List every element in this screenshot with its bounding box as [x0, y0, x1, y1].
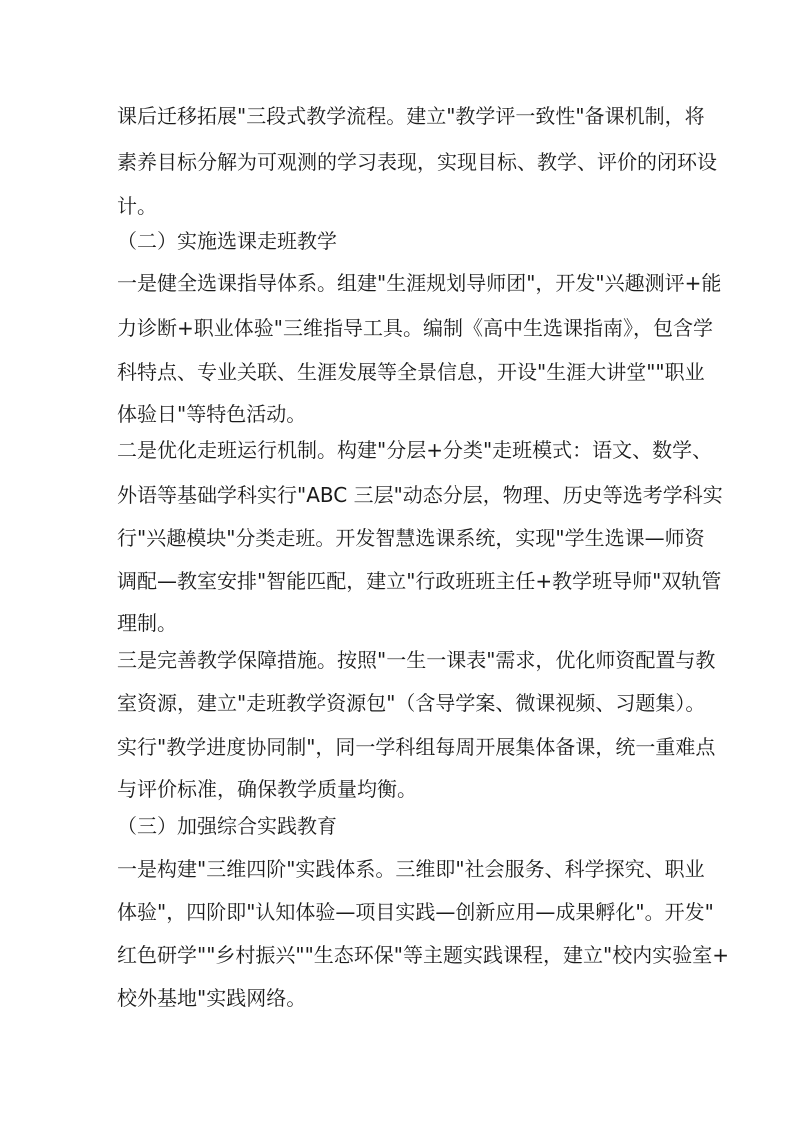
text-line: 一是健全选课指导体系。组建"生涯规划导师团"，开发"兴趣测评+能 — [117, 271, 722, 295]
text-line: 与评价标准，确保教学质量均衡。 — [117, 777, 417, 801]
section-heading: （二）实施选课走班教学 — [117, 229, 337, 253]
text-line: 校外基地"实践网络。 — [117, 986, 307, 1010]
text-line: 课后迁移拓展"三段式教学流程。建立"教学评一致性"备课机制，将 — [117, 104, 705, 128]
text-line: 红色研学""乡村振兴""生态环保"等主题实践课程，建立"校内实验室+ — [117, 943, 729, 967]
text-line: 室资源，建立"走班教学资源包"（含导学案、微课视频、习题集）。 — [117, 691, 706, 715]
text-line: 素养目标分解为可观测的学习表现，实现目标、教学、评价的闭环设 — [117, 150, 717, 174]
text-line: 二是优化走班运行机制。构建"分层+分类"走班模式：语文、数学、 — [117, 438, 713, 462]
text-line: 实行"教学进度协同制"，同一学科组每周开展集体备课，统一重难点 — [117, 735, 716, 759]
text-line: 理制。 — [117, 611, 177, 635]
text-line: 力诊断+职业体验"三维指导工具。编制《高中生选课指南》，包含学 — [117, 316, 713, 340]
section-heading: （三）加强综合实践教育 — [117, 814, 337, 838]
text-line: 体验日"等特色活动。 — [117, 402, 307, 426]
text-line: 行"兴趣模块"分类走班。开发智慧选课系统，实现"学生选课—师资 — [117, 526, 705, 550]
text-line: 三是完善教学保障措施。按照"一生一课表"需求，优化师资配置与教 — [117, 648, 716, 672]
text-line: 科特点、专业关联、生涯发展等全景信息，开设"生涯大讲堂""职业 — [117, 360, 705, 384]
text-line: 体验"，四阶即"认知体验—项目实践—创新应用—成果孵化"。开发" — [117, 900, 714, 924]
text-line: 计。 — [117, 194, 157, 218]
text-line: 调配—教室安排"智能匹配，建立"行政班班主任+教学班导师"双轨管 — [117, 569, 722, 593]
text-line: 外语等基础学科实行"ABC 三层"动态分层，物理、历史等选考学科实 — [117, 483, 723, 507]
text-line: 一是构建"三维四阶"实践体系。三维即"社会服务、科学探究、职业 — [117, 857, 705, 881]
